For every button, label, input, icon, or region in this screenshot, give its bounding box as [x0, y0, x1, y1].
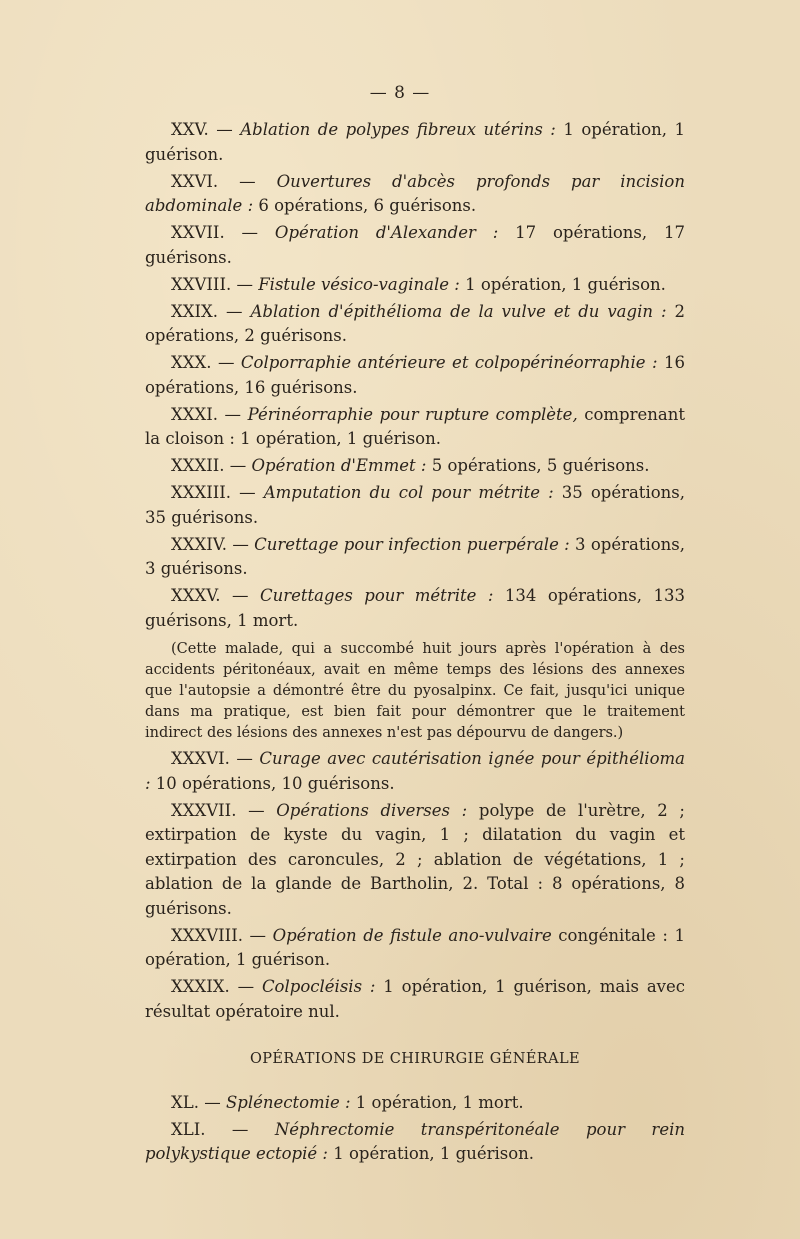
- entry-number: XXXV.: [171, 586, 221, 605]
- entry-paragraph: [145, 1118, 685, 1167]
- page-number: — 8 —: [369, 83, 431, 103]
- entry-details: 134 opérations, 133 guérisons, 1 mort.: [145, 586, 685, 630]
- entry-number: XXVII.: [171, 223, 225, 242]
- entry-number: XXXI.: [171, 404, 219, 424]
- entry-title: Colpocléisis :: [261, 977, 376, 996]
- entry-number: XXXVI.: [171, 749, 230, 768]
- entry-separator: —: [242, 925, 273, 945]
- entry-separator: —: [229, 749, 260, 768]
- entry-separator: —: [198, 1092, 226, 1112]
- entry-number: XXXIV.: [171, 534, 228, 554]
- entry-title: Néphrectomie transpéritonéale pour rein polykystique ectopié :: [145, 1119, 685, 1163]
- entry-number: XXXII.: [171, 456, 225, 475]
- entry-number: XL.: [171, 1092, 199, 1112]
- entry-number: XXX.: [171, 353, 212, 372]
- entry-title: Ablation d'épithélioma de la vulve et du vagin :: [250, 301, 667, 321]
- entry-details: 1 opération, 1 guérison.: [459, 274, 666, 294]
- entry-separator: —: [218, 301, 251, 321]
- footnote-paragraph: (Cette malade, qui a succombé huit jours après l'opération à des accidents péritonéaux, avait en même temps des lésions des annexes que l'autopsie a démontré être du pyosalpinx. Ce fait, jusqu'ici unique dans ma pratique, est bien fait pour démontrer que le traitement indirect des lésions des annexes n'est pas dépourvu de dangers.): [145, 641, 685, 741]
- entry-separator: —: [211, 353, 241, 372]
- entry-paragraph: [145, 747, 685, 796]
- entry-number: XXXIII.: [171, 483, 232, 502]
- entry-details: 35 opérations, 35 guérisons.: [145, 483, 685, 527]
- entry-paragraph: [145, 924, 685, 973]
- entry-list: [145, 118, 685, 633]
- entry-title: Curettages pour métrite :: [260, 586, 494, 605]
- entry-separator: —: [229, 977, 262, 996]
- entry-paragraph: [145, 454, 685, 479]
- entry-paragraph: [145, 118, 685, 167]
- entry-details: 17 opérations, 17 guérisons.: [145, 223, 685, 267]
- entry-paragraph: [145, 221, 685, 270]
- entry-separator: —: [231, 274, 259, 294]
- entry-separator: —: [220, 586, 260, 605]
- entry-paragraph: [145, 481, 685, 530]
- entry-paragraph: [145, 533, 685, 582]
- entry-title: Opération de fistule ano-vulvaire: [272, 925, 552, 945]
- entry-separator: —: [224, 223, 275, 242]
- entry-title: Périnéorraphie pour rupture complète,: [247, 404, 578, 424]
- entry-separator: —: [218, 404, 248, 424]
- entry-details: 3 opérations, 3 guérisons.: [145, 534, 685, 578]
- entry-details: 2 opérations, 2 guérisons.: [145, 301, 685, 345]
- entry-separator: —: [227, 534, 255, 554]
- entry-separator: —: [236, 800, 277, 820]
- entry-separator: —: [231, 483, 264, 502]
- entry-paragraph: [145, 799, 685, 922]
- entry-title: Colporraphie antérieure et colpopérinéorraphie :: [240, 353, 658, 372]
- entry-separator: —: [205, 1119, 275, 1139]
- entry-details: 1 opération, 1 mort.: [350, 1092, 524, 1112]
- entry-title: Splénectomie :: [225, 1092, 351, 1112]
- entry-number: XXV.: [171, 120, 209, 139]
- entry-number: XLI.: [171, 1119, 206, 1139]
- entry-details: 5 opérations, 5 guérisons.: [426, 456, 650, 475]
- entry-details: 1 opération, 1 guérison.: [145, 120, 685, 164]
- entry-details: 1 opération, 1 guérison, mais avec résultat opératoire nul.: [145, 977, 685, 1021]
- entry-title: Curage avec cautérisation ignée pour épithélioma :: [145, 749, 685, 793]
- entry-title: Opération d'Emmet :: [251, 456, 427, 475]
- entry-title: Fistule vésico-vaginale :: [258, 274, 460, 294]
- entry-number: XXVI.: [171, 171, 219, 191]
- entry-title: Opérations diverses :: [276, 800, 468, 820]
- entry-separator: —: [208, 120, 241, 139]
- entry-details: congénitale : 1 opération, 1 guérison.: [145, 925, 685, 969]
- entry-title: Ablation de polypes fibreux utérins :: [240, 120, 556, 139]
- entry-paragraph: [145, 1091, 685, 1116]
- body-text: [145, 118, 685, 1169]
- entry-title: Curettage pour infection puerpérale :: [254, 534, 570, 554]
- entry-title: Opération d'Alexander :: [274, 223, 499, 242]
- entry-paragraph: [145, 975, 685, 1024]
- entry-list: [145, 747, 685, 1024]
- entry-details: 10 opérations, 10 guérisons.: [150, 773, 395, 793]
- entry-details: polype de l'urètre, 2 ; extirpation de kyste du vagin, 1 ; dilatation du vagin et extirpation des caroncules, 2 ; ablation de végétations, 1 ; ablation de la glande de Bartholin, 2. Total : 8 opérations, 8 guérisons.: [145, 800, 685, 918]
- entry-number: XXXIX.: [171, 977, 230, 996]
- entry-details: 6 opérations, 6 guérisons.: [253, 196, 477, 215]
- entry-details: 1 opération, 1 guérison.: [327, 1144, 535, 1163]
- entry-paragraph: [145, 300, 685, 349]
- entry-paragraph: [145, 584, 685, 633]
- entry-separator: —: [224, 456, 252, 475]
- entry-details: comprenant la cloison : 1 opération, 1 guérison.: [145, 404, 685, 448]
- entry-title: Ouvertures d'abcès profonds par incision abdominale :: [145, 171, 685, 215]
- entry-paragraph: [145, 403, 685, 452]
- entry-paragraph: [145, 170, 685, 219]
- entry-paragraph: [145, 273, 685, 298]
- entry-separator: —: [218, 171, 277, 191]
- entry-number: XXIX.: [171, 301, 219, 321]
- entry-list: [145, 1091, 685, 1167]
- entry-number: XXVIII.: [171, 274, 232, 294]
- section-heading: OPÉRATIONS DE CHIRURGIE GÉNÉRALE: [249, 1051, 581, 1067]
- entry-title: Amputation du col pour métrite :: [263, 483, 554, 502]
- entry-number: XXXVII.: [171, 800, 237, 820]
- entry-paragraph: [145, 351, 685, 400]
- entry-number: XXXVIII.: [171, 925, 243, 945]
- entry-details: 16 opérations, 16 guérisons.: [145, 353, 685, 397]
